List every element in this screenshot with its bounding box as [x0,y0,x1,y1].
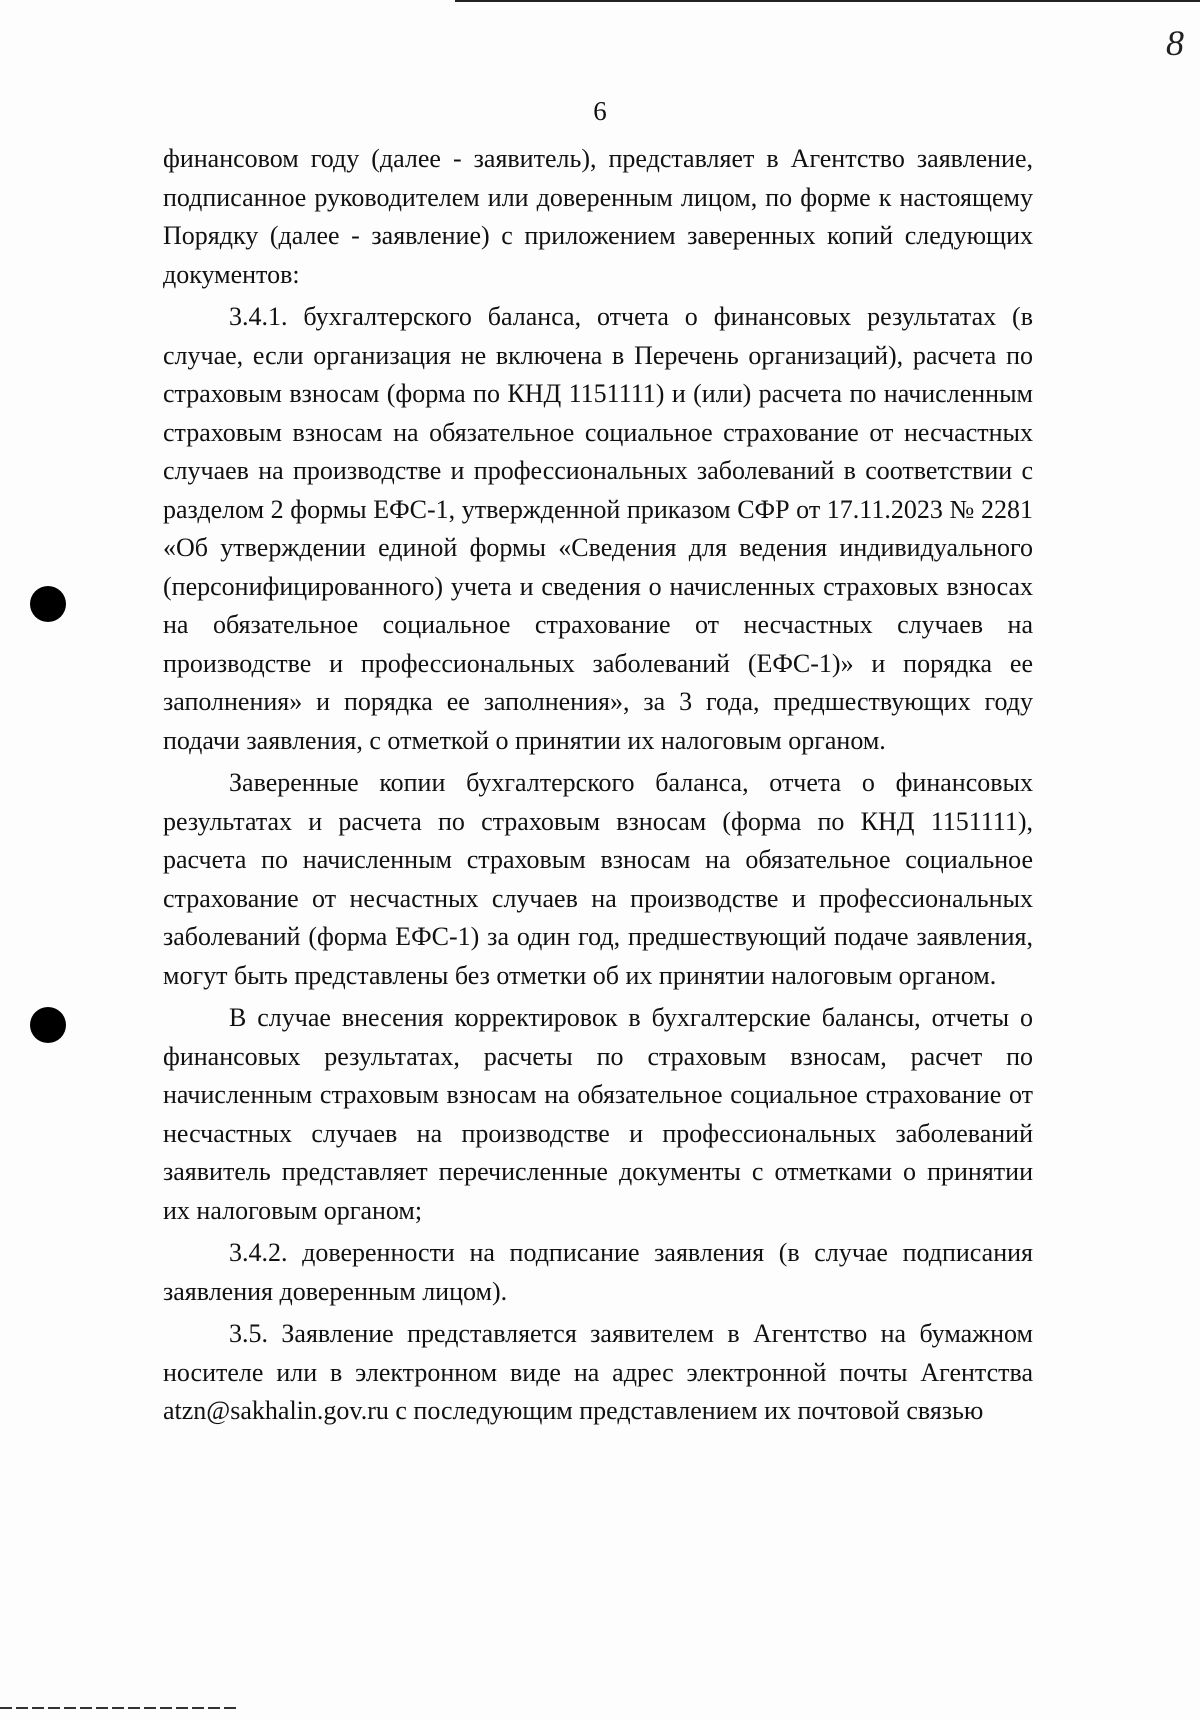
paragraph-3-4-1: 3.4.1. бухгалтерского баланса, отчета о финансовых результатах (в случае, если организация не включена в Перечень организаций), расчета по страховым взносам (форма по КНД 1151111) и (или) расчета по начисленным страховым взносам на обязательное социальное страхование от несчастных случаев на производстве и профессиональных заболеваний в соответствии с разделом 2 формы ЕФС-1, утвержденной приказом СФР от 17.11.2023 № 2281 «Об утверждении единой формы «Сведения для ведения индивидуального (персонифицированного) учета и сведения о начисленных страховых взносах на обязательное социальное страхование от несчастных случаев на производстве и профессиональных заболеваний (ЕФС-1)» и порядка ее заполнения» и порядка ее заполнения», за 3 года, предшествующих году подачи заявления, с отметкой о принятии их налоговым органом. [163,302,1033,755]
paragraph-3-4-2: 3.4.2. доверенности на подписание заявления (в случае подписания заявления доверенным лицом). [163,1238,1033,1306]
page-number: 6 [593,96,607,126]
handwritten-page-mark: 8 [1166,23,1184,63]
punch-hole-icon [30,586,66,622]
paragraph-corrections: В случае внесения корректировок в бухгалтерские балансы, отчеты о финансовых результатах, расчеты по страховым взносам, расчет по начисленным страховым взносам на обязательное социальное страхование от несчастных случаев на производстве и профессиональных заболеваний заявитель представляет перечисленные документы с отметками о принятии их налоговым органом; [163,1003,1033,1225]
punch-hole-icon [30,1007,66,1043]
bottom-edge-line [0,1707,240,1709]
paragraph-continuation: финансовом году (далее - заявитель), представляет в Агентство заявление, подписанное руководителем или доверенным лицом, по форме к настоящему Порядку (далее - заявление) с приложением заверенных копий следующих документов: [163,144,1033,289]
paragraph-3-5: 3.5. Заявление представляется заявителем в Агентство на бумажном носителе или в электронном виде на адрес электронной почты Агентства atzn@sakhalin.gov.ru с последующим представлением их почтовой связью [163,1319,1033,1425]
paragraph-certified-copies: Заверенные копии бухгалтерского баланса, отчета о финансовых результатах и расчета по страховым взносам (форма по КНД 1151111), расчета по начисленным страховым взносам на обязательное социальное страхование от несчастных случаев на производстве и профессиональных заболеваний (форма ЕФС-1) за один год, предшествующий подаче заявления, могут быть представлены без отметки об их принятии налоговым органом. [163,768,1033,990]
document-body [163,140,1033,1435]
top-edge-line [455,0,1200,2]
